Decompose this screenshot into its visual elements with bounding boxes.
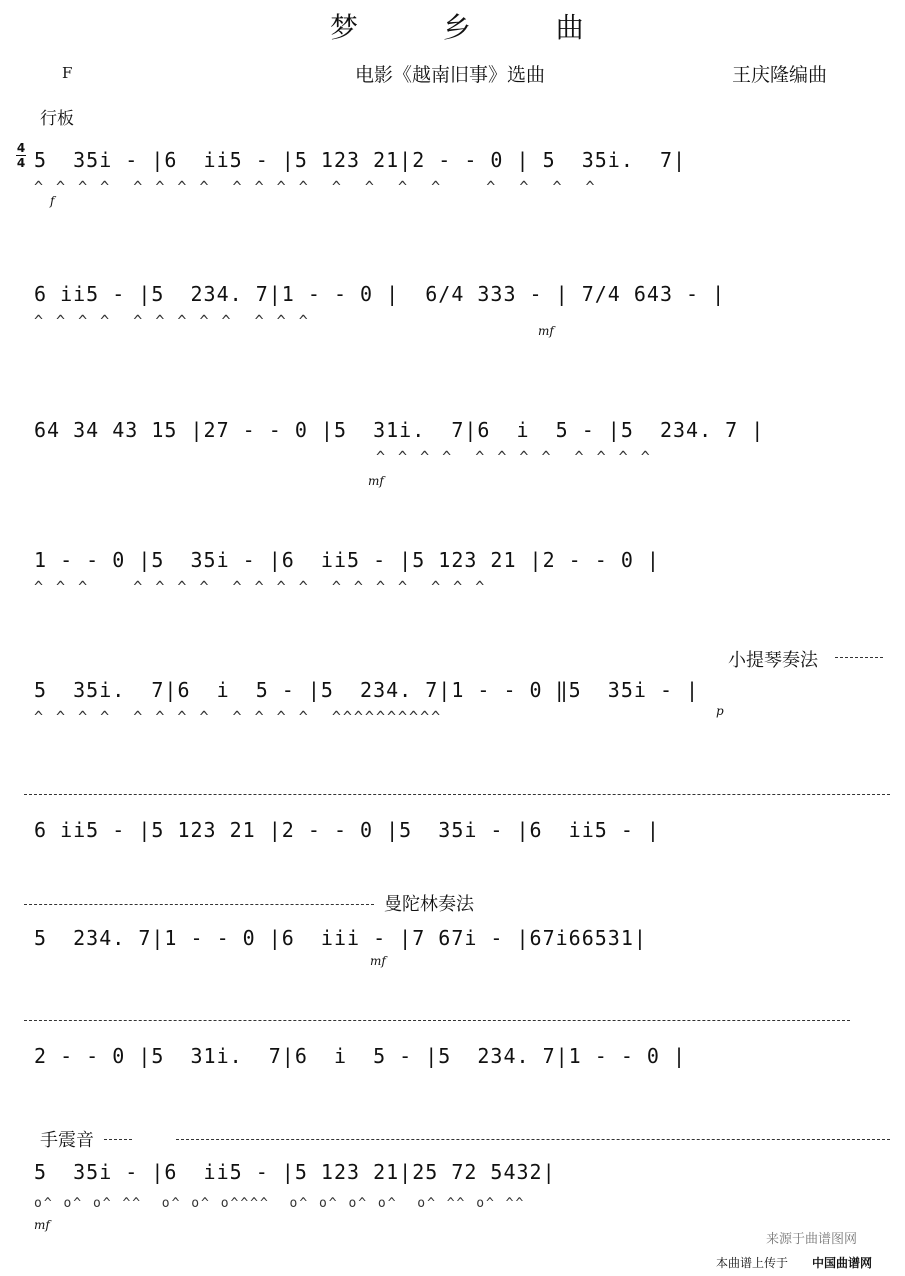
articulation-marks: ^ ^ ^ ^ ^ ^ ^ ^ ^ ^ ^ ^ bbox=[376, 448, 652, 466]
dynamic-marking: p bbox=[716, 704, 724, 718]
mandolin-technique-label: 曼陀林奏法 bbox=[384, 894, 474, 915]
notes: 1 - - 0 |5 35i - |6 ii5 - |5 123 21 |2 - - 0 | bbox=[34, 548, 660, 572]
tempo-marking: 行板 bbox=[40, 109, 74, 129]
articulation-marks: ^ ^ ^ ^ ^ ^ ^ ^ ^ ^ ^ ^ bbox=[34, 312, 310, 330]
time-signature-top: 4 bbox=[16, 141, 26, 155]
music-line-1 bbox=[20, 148, 885, 208]
dynamic-marking: f bbox=[50, 194, 55, 208]
notes: 5 35i - |6 ii5 - |5 123 21|25 72 5432| bbox=[34, 1160, 556, 1184]
watermark-text: 来源于曲谱图网 bbox=[766, 1232, 858, 1247]
mandolin-technique-dashes bbox=[24, 904, 374, 905]
music-line-7 bbox=[20, 926, 885, 968]
subtitle: 电影《越南旧事》选曲 bbox=[355, 64, 546, 86]
music-line-5 bbox=[20, 678, 885, 726]
notes: 2 - - 0 |5 31i. 7|6 i 5 - |5 234. 7|1 - - 0 | bbox=[34, 1044, 687, 1068]
notes: 5 35i. 7|6 i 5 - |5 234. 7|1 - - 0 ‖5 35i - | bbox=[34, 678, 700, 702]
articulation-marks: ^ ^ ^ ^ ^ ^ ^ ^ ^ ^ ^ ^ ^ ^ ^ ^ ^ ^ bbox=[34, 578, 487, 596]
notes: 64 34 43 15 |27 - - 0 |5 31i. 7|6 i 5 - |5 234. 7 | bbox=[34, 418, 765, 442]
articulation-marks: o^ o^ o^ ^^ o^ o^ o^^^^ o^ o^ o^ o^ o^ ^^ o^ ^^ bbox=[34, 1196, 526, 1211]
articulation-marks: ^ ^ ^ ^ ^ ^ ^ ^ ^ ^ ^ ^ ^ ^ ^ ^ ^ ^ ^ ^ bbox=[34, 178, 597, 196]
music-line-8 bbox=[20, 1044, 885, 1078]
tremolo-technique-dashes bbox=[104, 1139, 132, 1140]
notes: 6 ii5 - |5 123 21 |2 - - 0 |5 35i - |6 ii5 - | bbox=[34, 818, 660, 842]
tremolo-technique-dashes bbox=[176, 1139, 890, 1140]
tremolo-technique-label: 手震音 bbox=[40, 1130, 94, 1151]
music-line-6 bbox=[20, 818, 885, 852]
articulation-marks: ^ ^ ^ ^ ^ ^ ^ ^ ^ ^ ^ ^ ^^^^^^^^^^ bbox=[34, 708, 443, 726]
music-line-3 bbox=[20, 418, 885, 488]
violin-technique-label: 小提琴奏法 bbox=[728, 650, 818, 671]
notes: 6 ii5 - |5 234. 7|1 - - 0 | 6/4 333 - | 7/4 643 - | bbox=[34, 282, 726, 306]
notes: 5 234. 7|1 - - 0 |6 iii - |7 67i - |67i66531| bbox=[34, 926, 647, 950]
dynamic-marking: mf bbox=[34, 1218, 50, 1232]
music-line-9 bbox=[20, 1160, 885, 1232]
music-line-2 bbox=[20, 282, 885, 338]
page-title: 梦 乡 曲 bbox=[330, 11, 622, 44]
time-signature-bottom: 4 bbox=[16, 156, 26, 170]
section-dashes bbox=[24, 794, 890, 795]
key-signature: F bbox=[62, 64, 73, 82]
dynamic-marking: mf bbox=[370, 954, 386, 968]
music-line-4 bbox=[20, 548, 885, 596]
violin-technique-dashes bbox=[835, 657, 883, 658]
dynamic-marking: mf bbox=[538, 324, 554, 338]
notes: 5 35i - |6 ii5 - |5 123 21|2 - - 0 | 5 35i. 7| bbox=[34, 148, 687, 172]
upload-note: 本曲谱上传于 bbox=[716, 1256, 789, 1270]
arranger: 王庆隆编曲 bbox=[732, 64, 828, 86]
site-logo-text: 中国曲谱网 bbox=[812, 1256, 873, 1270]
section-dashes bbox=[24, 1020, 850, 1021]
dynamic-marking: mf bbox=[368, 474, 384, 488]
